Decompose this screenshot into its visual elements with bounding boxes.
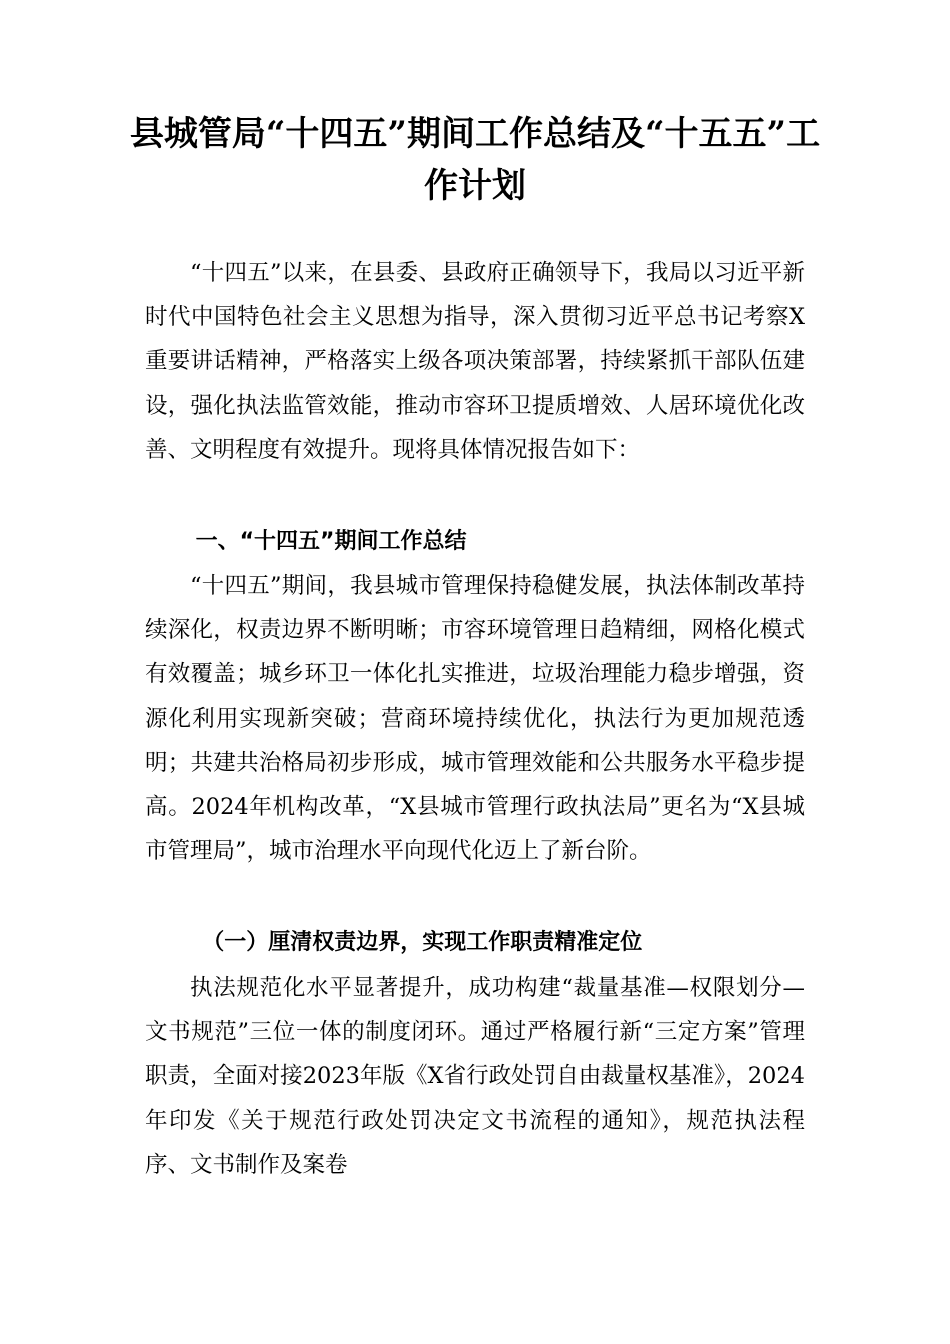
document-title: 县城管局“十四五”期间工作总结及“十五五”工作计划 <box>129 114 821 206</box>
summary-paragraph: “十四五”期间，我县城市管理保持稳健发展，执法体制改革持续深化，权责边界不断明晰；市容环境管理日趋精细，网格化模式有效覆盖；城乡环卫一体化扎实推进，垃圾治理能力稳步增强，资源化利用实现新突破；营商环境持续优化，执法行为更加规范透明；共建共治格局初步形成，城市管理效能和公共服务水平稳步提高。2024年机构改革，“X县城市管理行政执法局”更名为“X县城市管理局”，城市治理水平向现代化迈上了新台阶。 <box>145 573 805 865</box>
subsection-paragraph: 执法规范化水平显著提升，成功构建“裁量基准—权限划分—文书规范”三位一体的制度闭环。通过严格履行新“三定方案”管理职责，全面对接2023年版《X省行政处罚自由裁量权基准》，2024年印发《关于规范行政处罚决定文书流程的通知》，规范执法程序、文书制作及案卷 <box>145 975 805 1178</box>
subsection-heading-responsibilities: （一）厘清权责边界，实现工作职责精准定位 <box>202 929 643 955</box>
intro-paragraph: “十四五”以来，在县委、县政府正确领导下，我局以习近平新时代中国特色社会主义思想为指导，深入贯彻习近平总书记考察X重要讲话精神，严格落实上级各项决策部署，持续紧抓干部队伍建设，强化执法监管效能，推动市容环卫提质增效、人居环境优化改善、文明程度有效提升。现将具体情况报告如下： <box>145 260 805 463</box>
section-heading-summary: 一、“十四五”期间工作总结 <box>195 529 467 554</box>
